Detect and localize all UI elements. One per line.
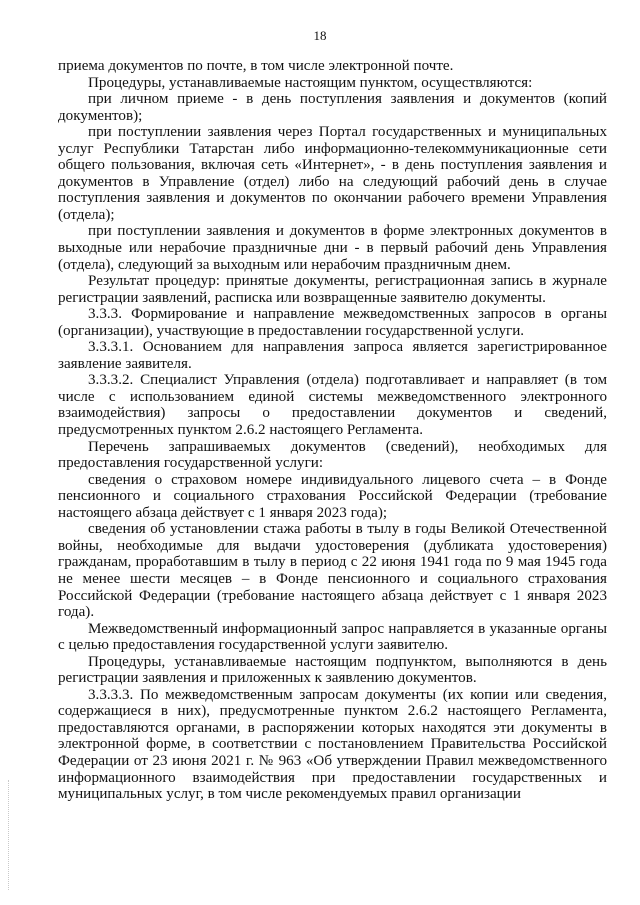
scan-margin-mark [8, 780, 10, 890]
paragraph-subsection-procedures: Процедуры, устанавливаемые настоящим подпунктом, выполняются в день регистрации заявления и приложенных к заявлению документов. [58, 653, 607, 687]
paragraph-section-3-3-3: 3.3.3. Формирование и направление межведомственных запросов в органы (организации), участвующие в предоставлении государственной услуги. [58, 306, 607, 339]
paragraph-portal-submission: при поступлении заявления через Портал государственных и муниципальных услуг Республики Татарстан либо информационно-телекоммуникационные сети общего пользования, включая сеть «Интернет», - в день поступления заявления и документов в Управление (отдел) либо на следующий рабочий день в случае поступления заявления и документов по окончании рабочего времени Управления (отдела); [58, 124, 607, 223]
paragraph-section-3-3-3-1: 3.3.3.1. Основанием для направления запроса является зарегистрированное заявление заявителя. [58, 339, 607, 372]
paragraph-insurance-number: сведения о страховом номере индивидуального лицевого счета – в Фонде пенсионного и социального страхования Российской Федерации (требование настоящего абзаца действует с 1 января 2023 года); [58, 471, 607, 521]
document-body [58, 58, 607, 803]
paragraph-procedures-intro: Процедуры, устанавливаемые настоящим пунктом, осуществляются: [88, 74, 533, 91]
paragraph-procedure-result: Результат процедур: принятые документы, регистрационная запись в журнале регистрации заявлений, расписка или возвращенные заявителю документы. [58, 273, 607, 306]
paragraph-interagency-request: Межведомственный информационный запрос направляется в указанные органы с целью предоставления государственной услуги заявителю. [58, 620, 607, 654]
paragraph-personal-reception: при личном приеме - в день поступления заявления и документов (копий документов); [58, 91, 607, 124]
paragraph-rear-work-experience: сведения об установлении стажа работы в тылу в годы Великой Отечественной войны, необходимые для выдачи удостоверения (дубликата удостоверения) гражданам, проработавшим в тылу в период с 22 июня 1941 года по 9 мая 1945 года не менее шести месяцев – в Фонде пенсионного и социального страхования Российской Федерации (требование настоящего абзаца действует с 1 января 2023 года). [58, 521, 607, 621]
paragraph-section-3-3-3-3: 3.3.3.3. По межведомственным запросам документы (их копии или сведения, содержащиеся в них), предусмотренные пунктом 2.6.2 настоящего Регламента, предоставляются органами, в распоряжении которых находятся эти документы в электронной форме, в соответствии с постановлением Правительства Российской Федерации от 23 июня 2021 г. № 963 «Об утверждении Правил межведомственного информационного взаимодействия при предоставлении государственных и муниципальных услуг, в том числе рекомендуемых правил организации [58, 686, 607, 803]
paragraph-continuation: приема документов по почте, в том числе электронной почте. [58, 58, 454, 74]
page-number: 18 [313, 28, 327, 43]
paragraph-requested-documents-list: Перечень запрашиваемых документов (сведений), необходимых для предоставления государственной услуги: [58, 438, 607, 472]
paragraph-electronic-holidays: при поступлении заявления и документов в форме электронных документов в выходные или нерабочие праздничные дни - в первый рабочий день Управления (отдела), следующий за выходным или нерабочим праздничным днем. [58, 223, 607, 273]
paragraph-section-3-3-3-2: 3.3.3.2. Специалист Управления (отдела) подготавливает и направляет (в том числе с использованием единой системы межведомственного электронного взаимодействия) запросы о предоставлении документов и сведений, предусмотренных пунктом 2.6.2 настоящего Регламента. [58, 372, 607, 439]
